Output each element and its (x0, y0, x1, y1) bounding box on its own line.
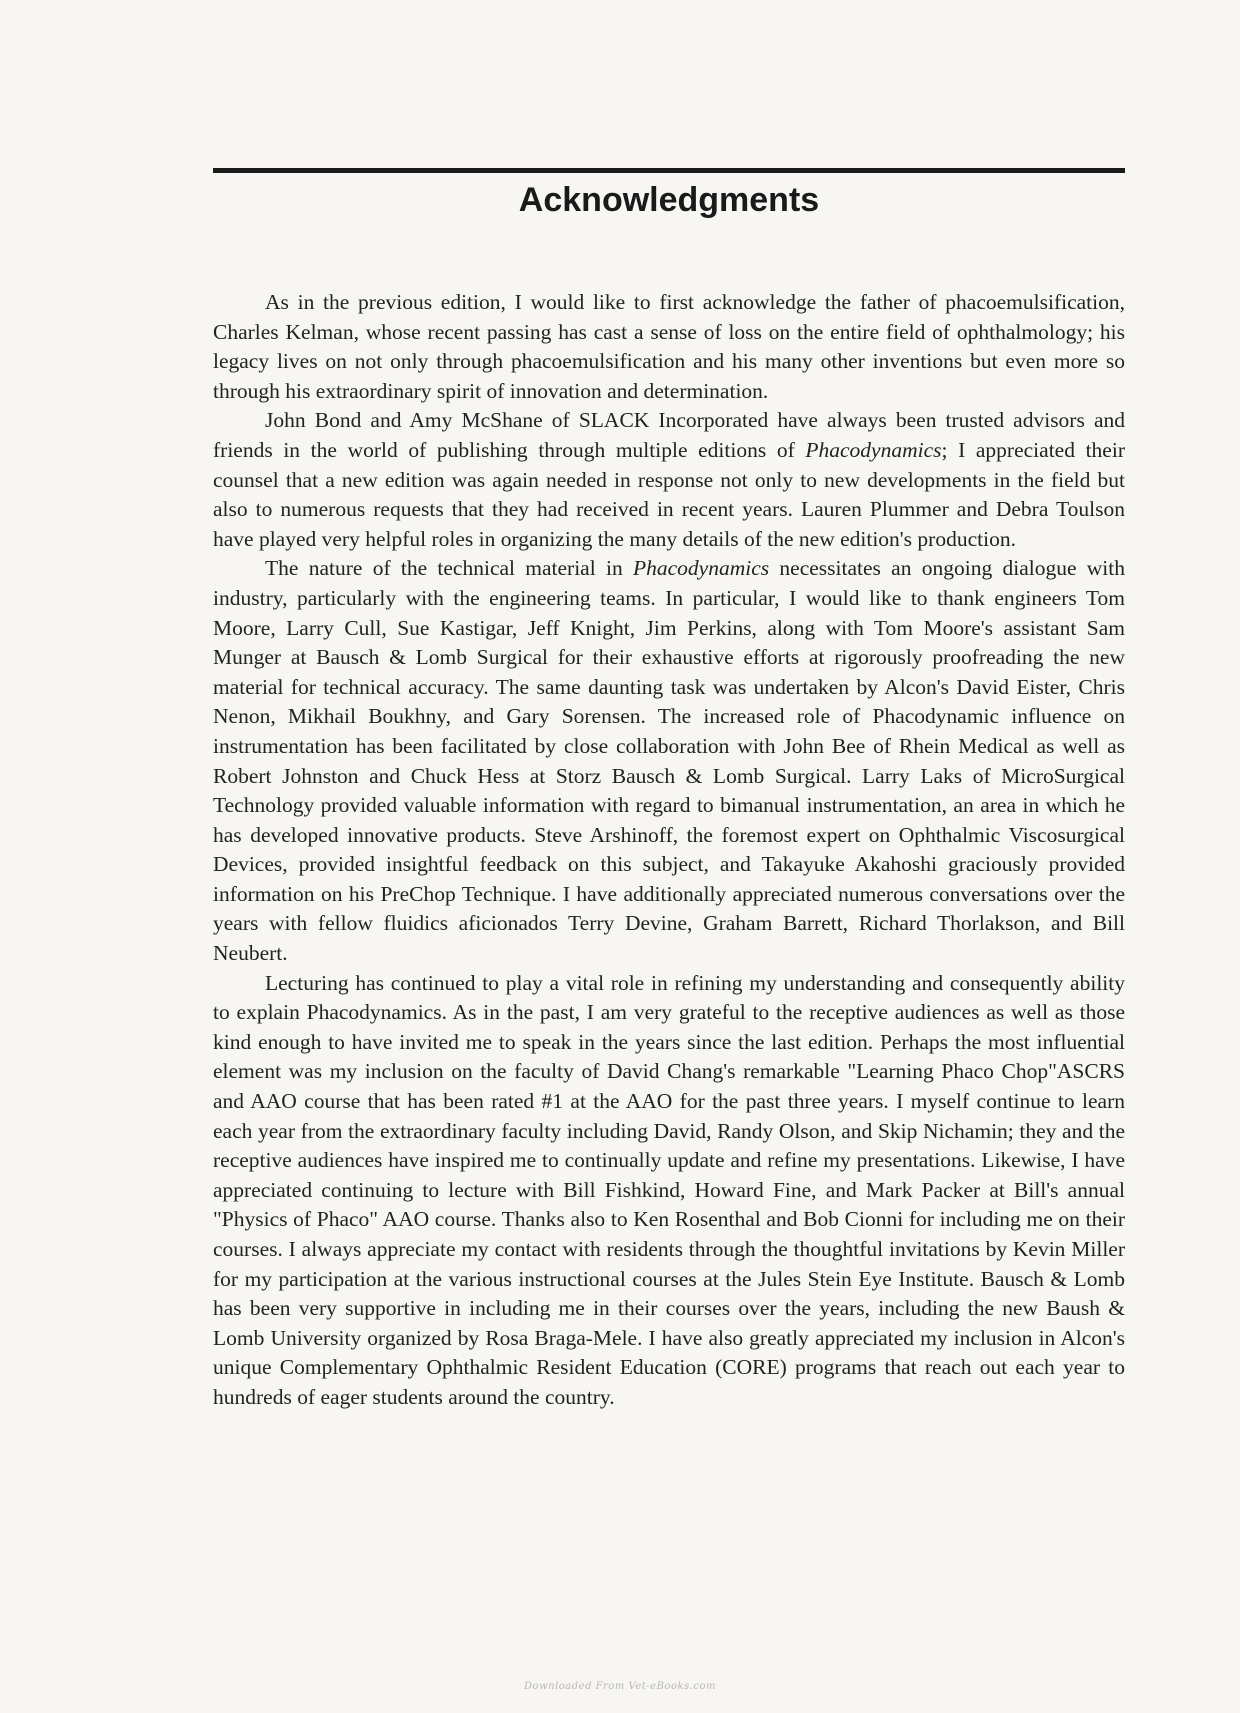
footer-watermark: Downloaded From Vet-eBooks.com (524, 1681, 716, 1692)
paragraph-4 (213, 969, 1125, 1413)
paragraph-text: Lecturing has continued to play a vital role in refining my understanding and consequently ability to explain Phacodynamics. As in the past, I am very grateful to the receptive audiences as well as those kind enough to have invited me to speak in the years since the last edition. Perhaps the most influential element was my inclusion on the faculty of David Chang's remarkable "Learning Phaco Chop"ASCRS and AAO course that has been rated #1 at the AAO for the past three years. I myself continue to learn each year from the extraordinary faculty including David, Randy Olson, and Skip Nichamin; they and the receptive audiences have inspired me to continually update and refine my presentations. Likewise, I have appreciated continuing to lecture with Bill Fishkind, Howard Fine, and Mark Packer at Bill's annual "Physics of Phaco" AAO course. Thanks also to Ken Rosenthal and Bob Cionni for including me on their courses. I always appreciate my contact with residents through the thoughtful invitations by Kevin Miller for my participation at the various instructional courses at the Jules Stein Eye Institute. Bausch & Lomb has been very supportive in including me in their courses over the years, including the new Baush & Lomb University organized by Rosa Braga-Mele. I have also greatly appreciated my inclusion in Alcon's unique Complementary Ophthalmic Resident Education (CORE) programs that reach out each year to hundreds of eager students around the country. (213, 970, 1125, 1409)
paragraph-text: As in the previous edition, I would like to first acknowledge the father of phacoemulsification, Charles Kelman, whose recent passing has cast a sense of loss on the entire field of ophthalmology; his legacy lives on not only through phacoemulsification and his many other inventions but even more so through his extraordinary spirit of innovation and determination. (213, 290, 1125, 403)
paragraph-2 (213, 406, 1125, 554)
paragraph-text: The nature of the technical material in (265, 556, 633, 581)
book-title-italic: Phacodynamics (805, 437, 942, 462)
paragraph-text: necessitates an ongoing dialogue with industry, particularly with the engineering teams. In particular, I would like to thank engineers Tom Moore, Larry Cull, Sue Kastigar, Jeff Knight, Jim Perkins, along with Tom Moore's assistant Sam Munger at Bausch & Lomb Surgical for their exhaustive efforts at rigorously proofreading the new material for technical accuracy. The same daunting task was undertaken by Alcon's David Eister, Chris Nenon, Mikhail Boukhny, and Gary Sorensen. The increased role of Phacodynamic influence on instrumentation has been facilitated by close collaboration with John Bee of Rhein Medical as well as Robert Johnston and Chuck Hess at Storz Bausch & Lomb Surgical. Larry Laks of MicroSurgical Technology provided valuable information with regard to bimanual instrumentation, an area in which he has developed innovative products. Steve Arshinoff, the foremost expert on Ophthalmic Viscosurgical Devices, provided insightful feedback on this subject, and Takayuke Akahoshi graciously provided information on his PreChop Technique. I have additionally appreciated numerous conversations over the years with fellow fluidics aficionados Terry Devine, Graham Barrett, Richard Thorlakson, and Bill Neubert. (213, 556, 1125, 966)
book-title-italic: Phacodynamics (632, 556, 770, 581)
paragraph-1 (213, 288, 1125, 406)
body-text (213, 288, 1125, 1413)
paragraph-text: ; I appreciated their counsel that a new edition was again needed in response not only to new developments in the field but also to numerous requests that they had received in recent years. Lauren Plummer and Debra Toulson have played very helpful roles in organizing the many details of the new edition's production. (213, 437, 1125, 551)
heading-rule (213, 168, 1125, 173)
page-title: Acknowledgments (518, 181, 820, 219)
paragraph-text: John Bond and Amy McShane of SLACK Incorporated have always been trusted advisors and friends in the world of publishing through multiple editions of (213, 408, 1125, 462)
paragraph-3 (213, 554, 1125, 968)
